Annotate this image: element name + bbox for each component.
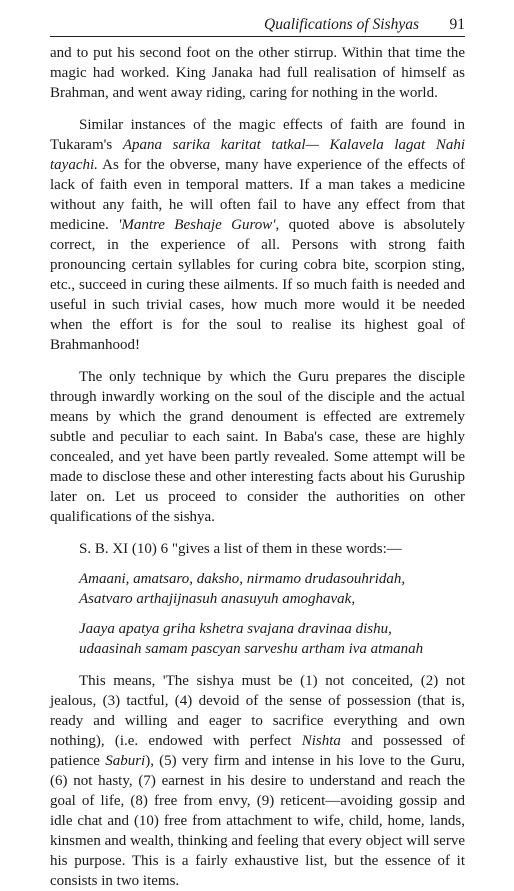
- tukaram-quote: Apana sarika karitat tatkal— Kalavela lagat Nahi tayachi.: [50, 137, 466, 173]
- verse-line: Asatvaro arthajijnasuh anasuyuh amoghavak,: [79, 591, 356, 607]
- nishta-term: Nishta: [301, 733, 341, 749]
- running-header: [50, 14, 465, 37]
- page-number: 91: [449, 16, 465, 33]
- faith-text-c: As for the obverse, many have experience of the effects of lack of faith even in temporal matters. If a man takes a medicine without any faith, he will often fail to have any effect from that medicine.: [50, 157, 465, 233]
- verse-line: udaasinah samam pascyan sarveshu artham iva atmanah: [79, 641, 424, 657]
- page-body: [50, 43, 465, 891]
- qual-text-e: ), (5) very firm and intense in his love to the Guru, (6) not hasty, (7) earnest in his desire to understand and reach the goal of life, (8) free from envy, (9) reticent—avoiding gossip and idle chat and (10) free from attachment to wife, child, home, lands, kinsmen and wealth, thinking and feeling that every object will serve his purpose. This is a fairly exhaustive list, but the essence of it consists in two items.: [50, 753, 465, 889]
- faith-text-a: Similar instances of the magic effects of faith are found in Tukaram's: [50, 117, 465, 153]
- running-title: Qualifications of Sishyas: [264, 16, 419, 33]
- faith-text-e: , quoted above is absolutely correct, in the experience of all. Persons with strong faith pronouncing certain syllables for curing cobra bite, scorpion sting, etc., succeed in curing these ailments. If so much faith is needed and useful in such trivial cases, how much more would it be needed when the effort is for the soul to realise its highest goal of Brahmanhood!: [50, 217, 465, 353]
- verse-line: Jaaya apatya griha kshetra svajana dravinaa dishu,: [79, 621, 392, 637]
- paragraph-faith: [50, 115, 465, 355]
- verse-block-2: [50, 619, 465, 659]
- verse-line: Amaani, amatsaro, daksho, nirmamo drudasouhridah,: [79, 571, 406, 587]
- verse-block-1: [50, 569, 465, 609]
- qual-text-a: This means, 'The sishya must be (1) not conceited, (2) not jealous, (3) tactful, (4) devoid of the sense of possession (that is, ready and willing and eager to sacrifice everything and own nothing), (i.e. endowed with perfect: [50, 673, 465, 749]
- paragraph-janaka: and to put his second foot on the other stirrup. Within that time the magic had worked. King Janaka had full realisation of himself as Brahman, and went away riding, caring for nothing in the world.: [50, 45, 465, 101]
- paragraph-qualifications: [50, 671, 465, 891]
- mantre-quote: 'Mantre Beshaje Gurow': [118, 217, 276, 233]
- saburi-term: Saburi: [105, 753, 146, 769]
- qual-text-c: and possessed of patience: [50, 733, 465, 769]
- paragraph-technique: The only technique by which the Guru prepares the disciple through inwardly working on the soul of the disciple and the actual means by which the grand denoument is effected are extremely subtle and peculiar to each saint. In Baba's case, these are highly concealed, and yet have been partly revealed. Some attempt will be made to disclose these and other interesting facts about his Guruship later on. Let us proceed to consider the authorities on other qualifications of the sishya.: [50, 369, 465, 525]
- paragraph-citation: S. B. XI (10) 6 "gives a list of them in these words:—: [79, 541, 402, 557]
